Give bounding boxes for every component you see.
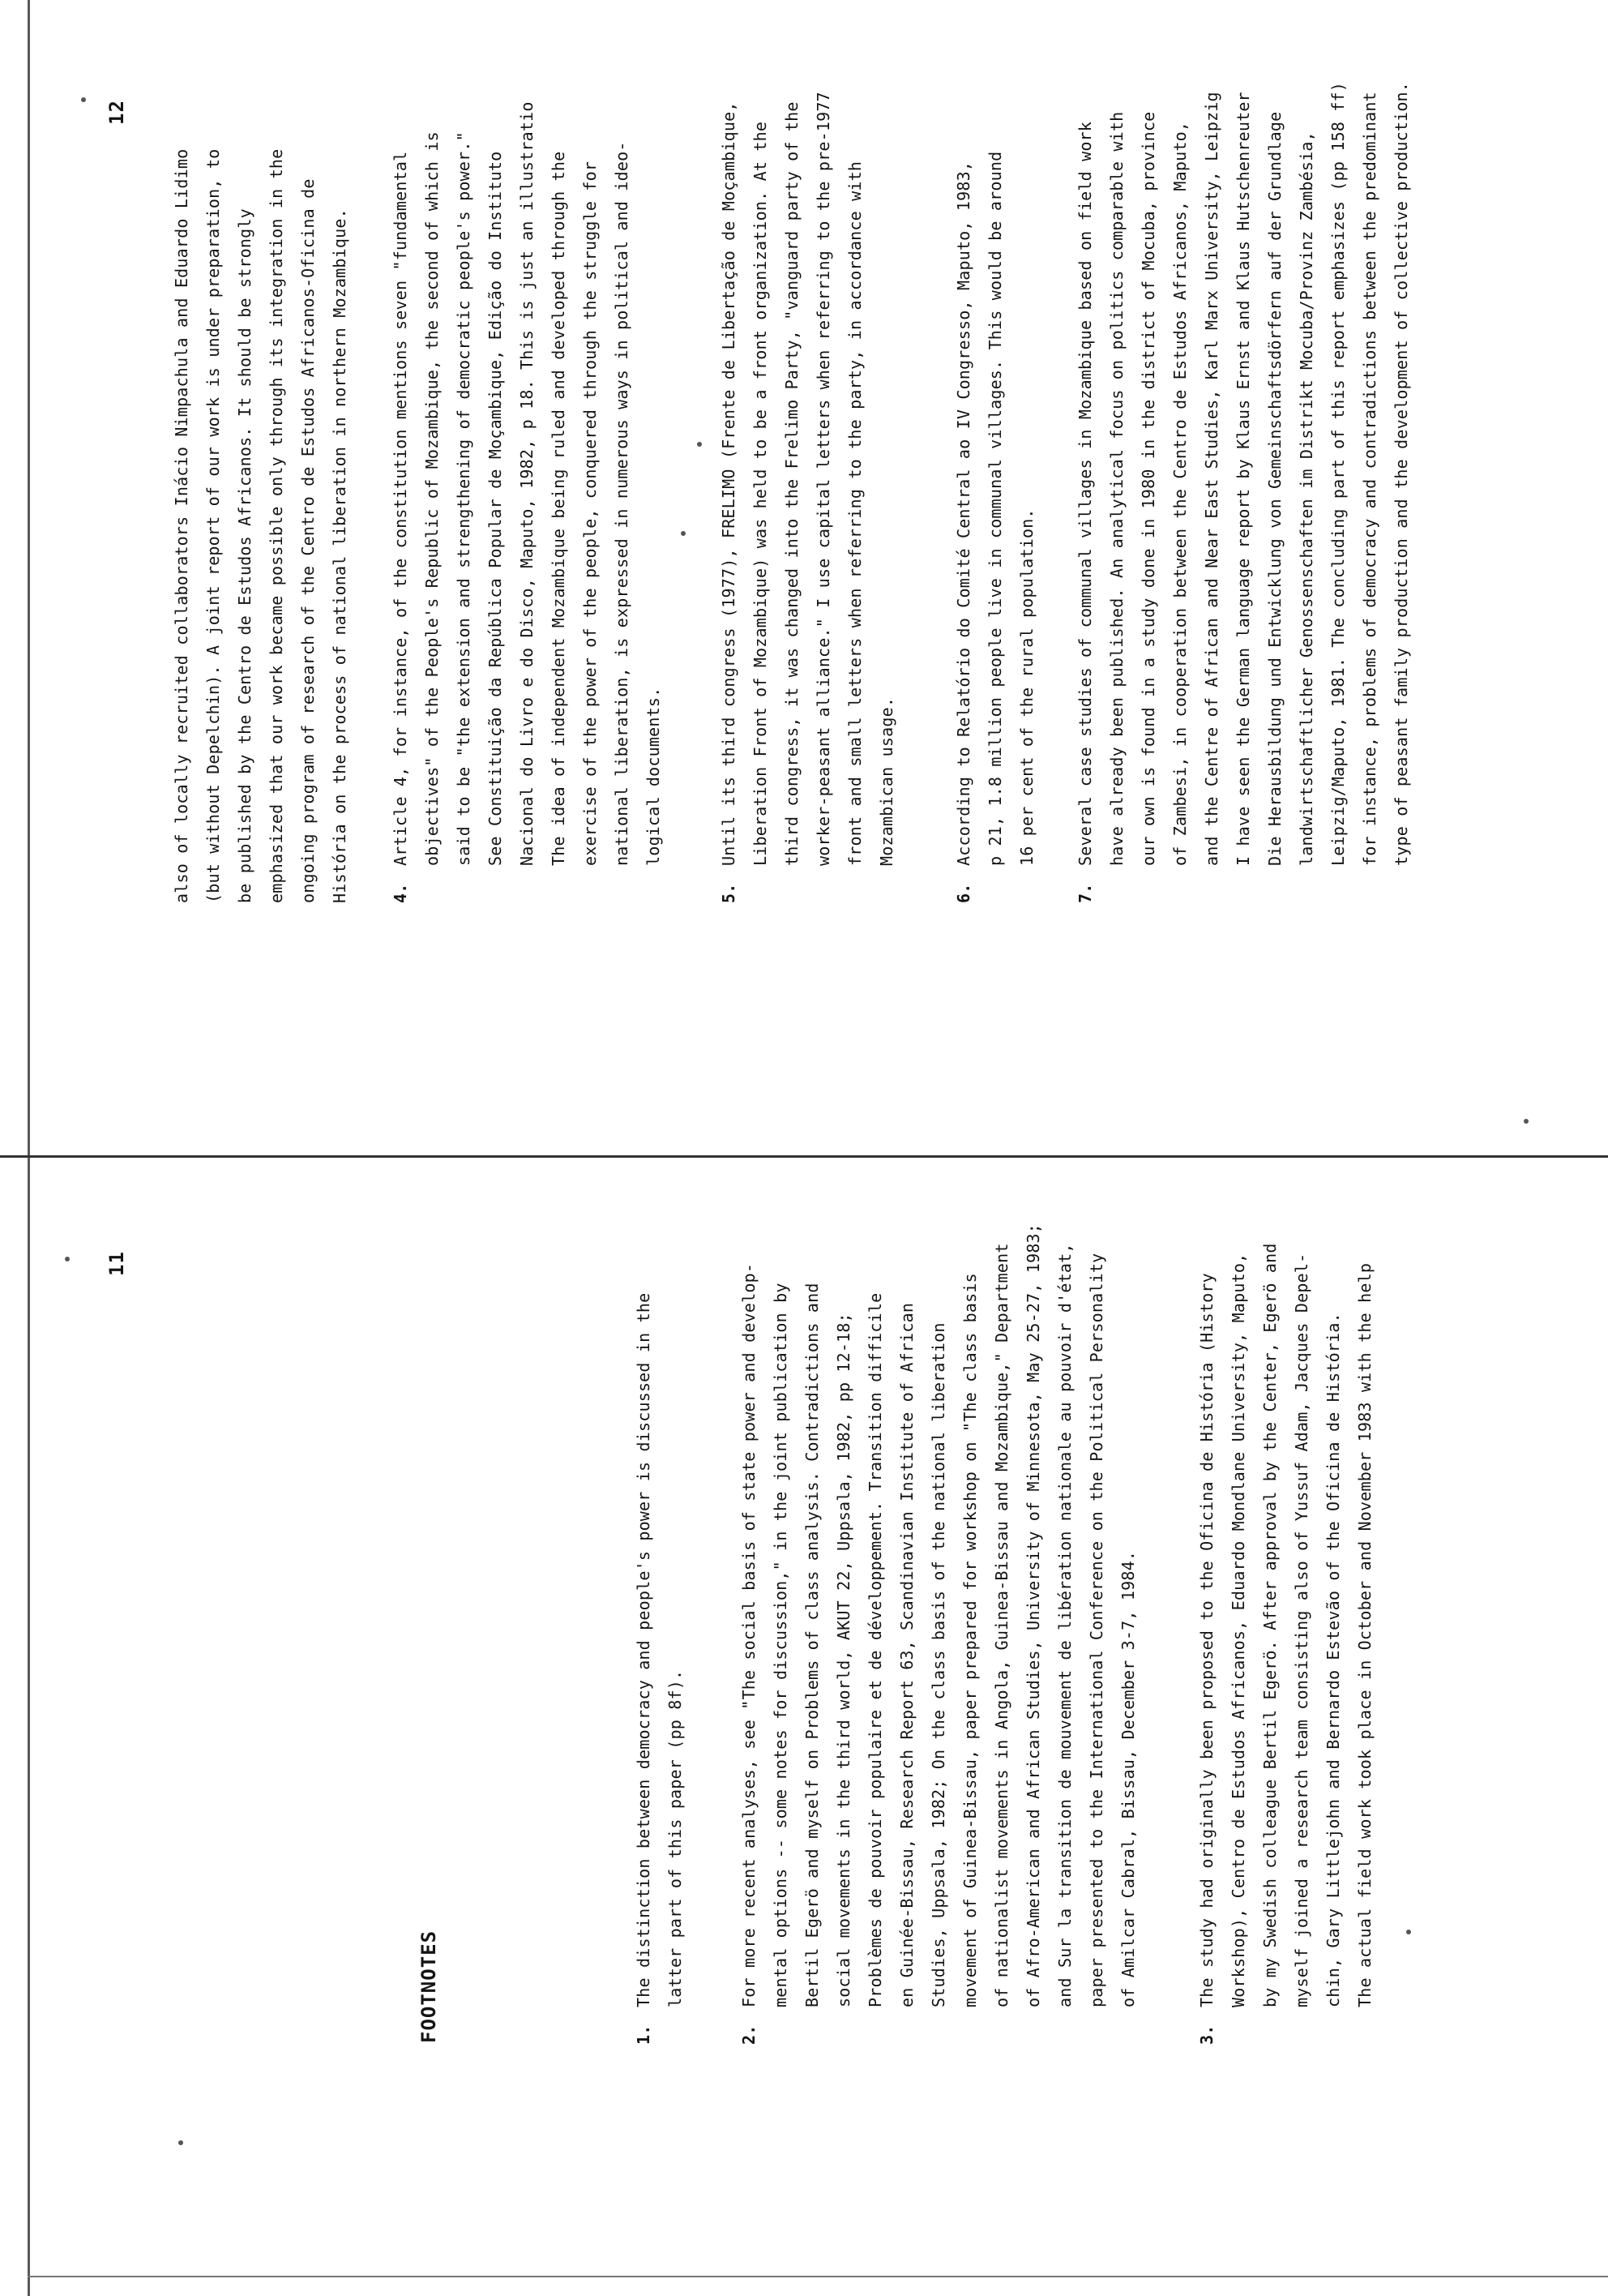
scan-speck [178, 2140, 183, 2145]
scan-speck [1524, 1119, 1529, 1124]
page-number: 11 [105, 1251, 128, 1276]
footnotes-heading: FOOTNOTES [417, 1930, 440, 2043]
footnote-6 [948, 71, 1043, 903]
footnote-3 [1191, 1213, 1381, 2045]
scan-speck [1406, 1930, 1411, 1934]
page-number: 12 [105, 100, 128, 125]
footnote-7 [1070, 71, 1418, 903]
footnote-text: Article 4, for instance, of the constitution mentions seven "fundamental objectives" of the People's Republic of Mozambique, the second of which is said to be "the extension and strengthening of democratic people's power." See Constituição da República Popular de Moçambique, Edição do Instituto Nacional do Livro e do Disco, Maputo, 1982, p 18. This is just an illustratio The idea of independent Mozambique being ruled and developed through the exercise of the power of the people, conquered through the struggle for national liberation, is expressed in numerous ways in political and ideo- logical documents. [391, 101, 663, 866]
footnote-text: Several case studies of communal villages in Mozambique based on field work have already been published. An analytical focus on politics comparable with our own is found in a study done in 1980 in the district of Mocuba, province of Zambesi, in cooperation between the Centro de Estudos Africanos, Maputo, and the Centre of African and Near East Studies, Karl Marx University, Leipzig I have seen the German language report by Klaus Ernst and Klaus Hutschenreuter Die Herausbildung und Entwicklung von Gemeinschaftsdörfern auf der Grundlage landwirtschaftlicher Genossenschaften im Distrikt Mocuba/Provinz Zambésia, Leipzig/Maputo, 1981. The concluding part of this report emphasizes (pp 158 ff) for instance, problems of democracy and contradictions between the predominant type of peasant family production and the development of collective production. [1076, 81, 1411, 866]
scan-speck [681, 531, 686, 536]
scan-speck [697, 442, 702, 447]
footnote-text: Until its third congress (1977), FRELIMO (Frente de Libertação de Moçambique, Liberation Front of Mozambique) was held to be a front organization. At the third congress, it was changed into the Frelimo Party, "vanguard party of the worker-peasant alliance." I use capital letters when referring to the pre-1977 front and small letters when referring to the party, in accordance with Mozambican usage. [719, 92, 896, 866]
footnote-2 [733, 1213, 1144, 2045]
footnote-number: 5. [719, 883, 738, 903]
footnote-1 [628, 1213, 691, 2045]
footnote-number: 6. [954, 883, 973, 903]
footnote-number: 7. [1076, 883, 1095, 903]
footnote-number: 4. [391, 883, 410, 903]
footnote-3-continued [166, 109, 356, 903]
footnote-text: The study had originally been proposed to the Oficina de História (History Workshop), Centro de Estudos Africanos, Eduardo Mondlane University, Maputo, by my Swedish colleague Bertil Egerö. After approval by the Center, Egerö and myself joined a research team consisting also of Yussuf Adam, Jacques Depel- chin, Gary Littlejohn and Bernardo Estevão of the Oficina de História. The actual field work took place in October and November 1983 with the help [1197, 1243, 1375, 2007]
footnote-4 [385, 71, 669, 903]
scan-speck [81, 97, 86, 102]
footnote-number: 1. [634, 2024, 653, 2045]
scan-speck [65, 1257, 70, 1262]
footnote-5 [713, 71, 903, 903]
footnote-text: For more recent analyses, see "The social basis of state power and develop- mental options -- some notes for discussion," in the joint publication by Bertil Egerö and myself on Problems of class analysis. Contradictions and social movements in the third world, AKUT 22, Uppsala, 1982, pp 12-18; Problèmes de pouvoir populaire et de développement. Transition difficile en Guinée-Bissau, Research Report 63, Scandinavian Institute of African Studies, Uppsala, 1982; On the class basis of the national liberation movement of Guinea-Bissau, paper prepared for workshop on "The class basis of nationalist movements in Angola, Guinea-Bissau and Mozambique," Department of Afro-American and African Studies, University of Minnesota, May 25-27, 1983; and Sur la transition de mouvement de libération nationale au pouvoir d'état, paper presented to the International Conference on the Political Personality of Amilcar Cabral, Bissau, December 3-7, 1984. [739, 1223, 1138, 2007]
footnote-text: also of locally recruited collaborators Inácio Nimpachula and Eduardo Lidimo (but without Depelchin). A joint report of our work is under preparation, to be published by the Centro de Estudos Africanos. It should be strongly emphasized that our work became possible only through its integration in the ongoing program of research of the Centro de Estudos Africanos-Oficina de História on the process of national liberation in northern Mozambique. [172, 148, 349, 903]
footnote-text: According to Relatório do Comité Central ao IV Congresso, Maputo, 1983, p 21, 1.8 million people live in communal villages. This would be around 16 per cent of the rural population. [954, 151, 1037, 866]
footnote-text: The distinction between democracy and people's power is discussed in the latter part of this paper (pp 8f). [634, 1292, 685, 2007]
footnote-number: 3. [1197, 2024, 1217, 2045]
footnote-number: 2. [739, 2024, 759, 2045]
page-11 [0, 1158, 1608, 2296]
